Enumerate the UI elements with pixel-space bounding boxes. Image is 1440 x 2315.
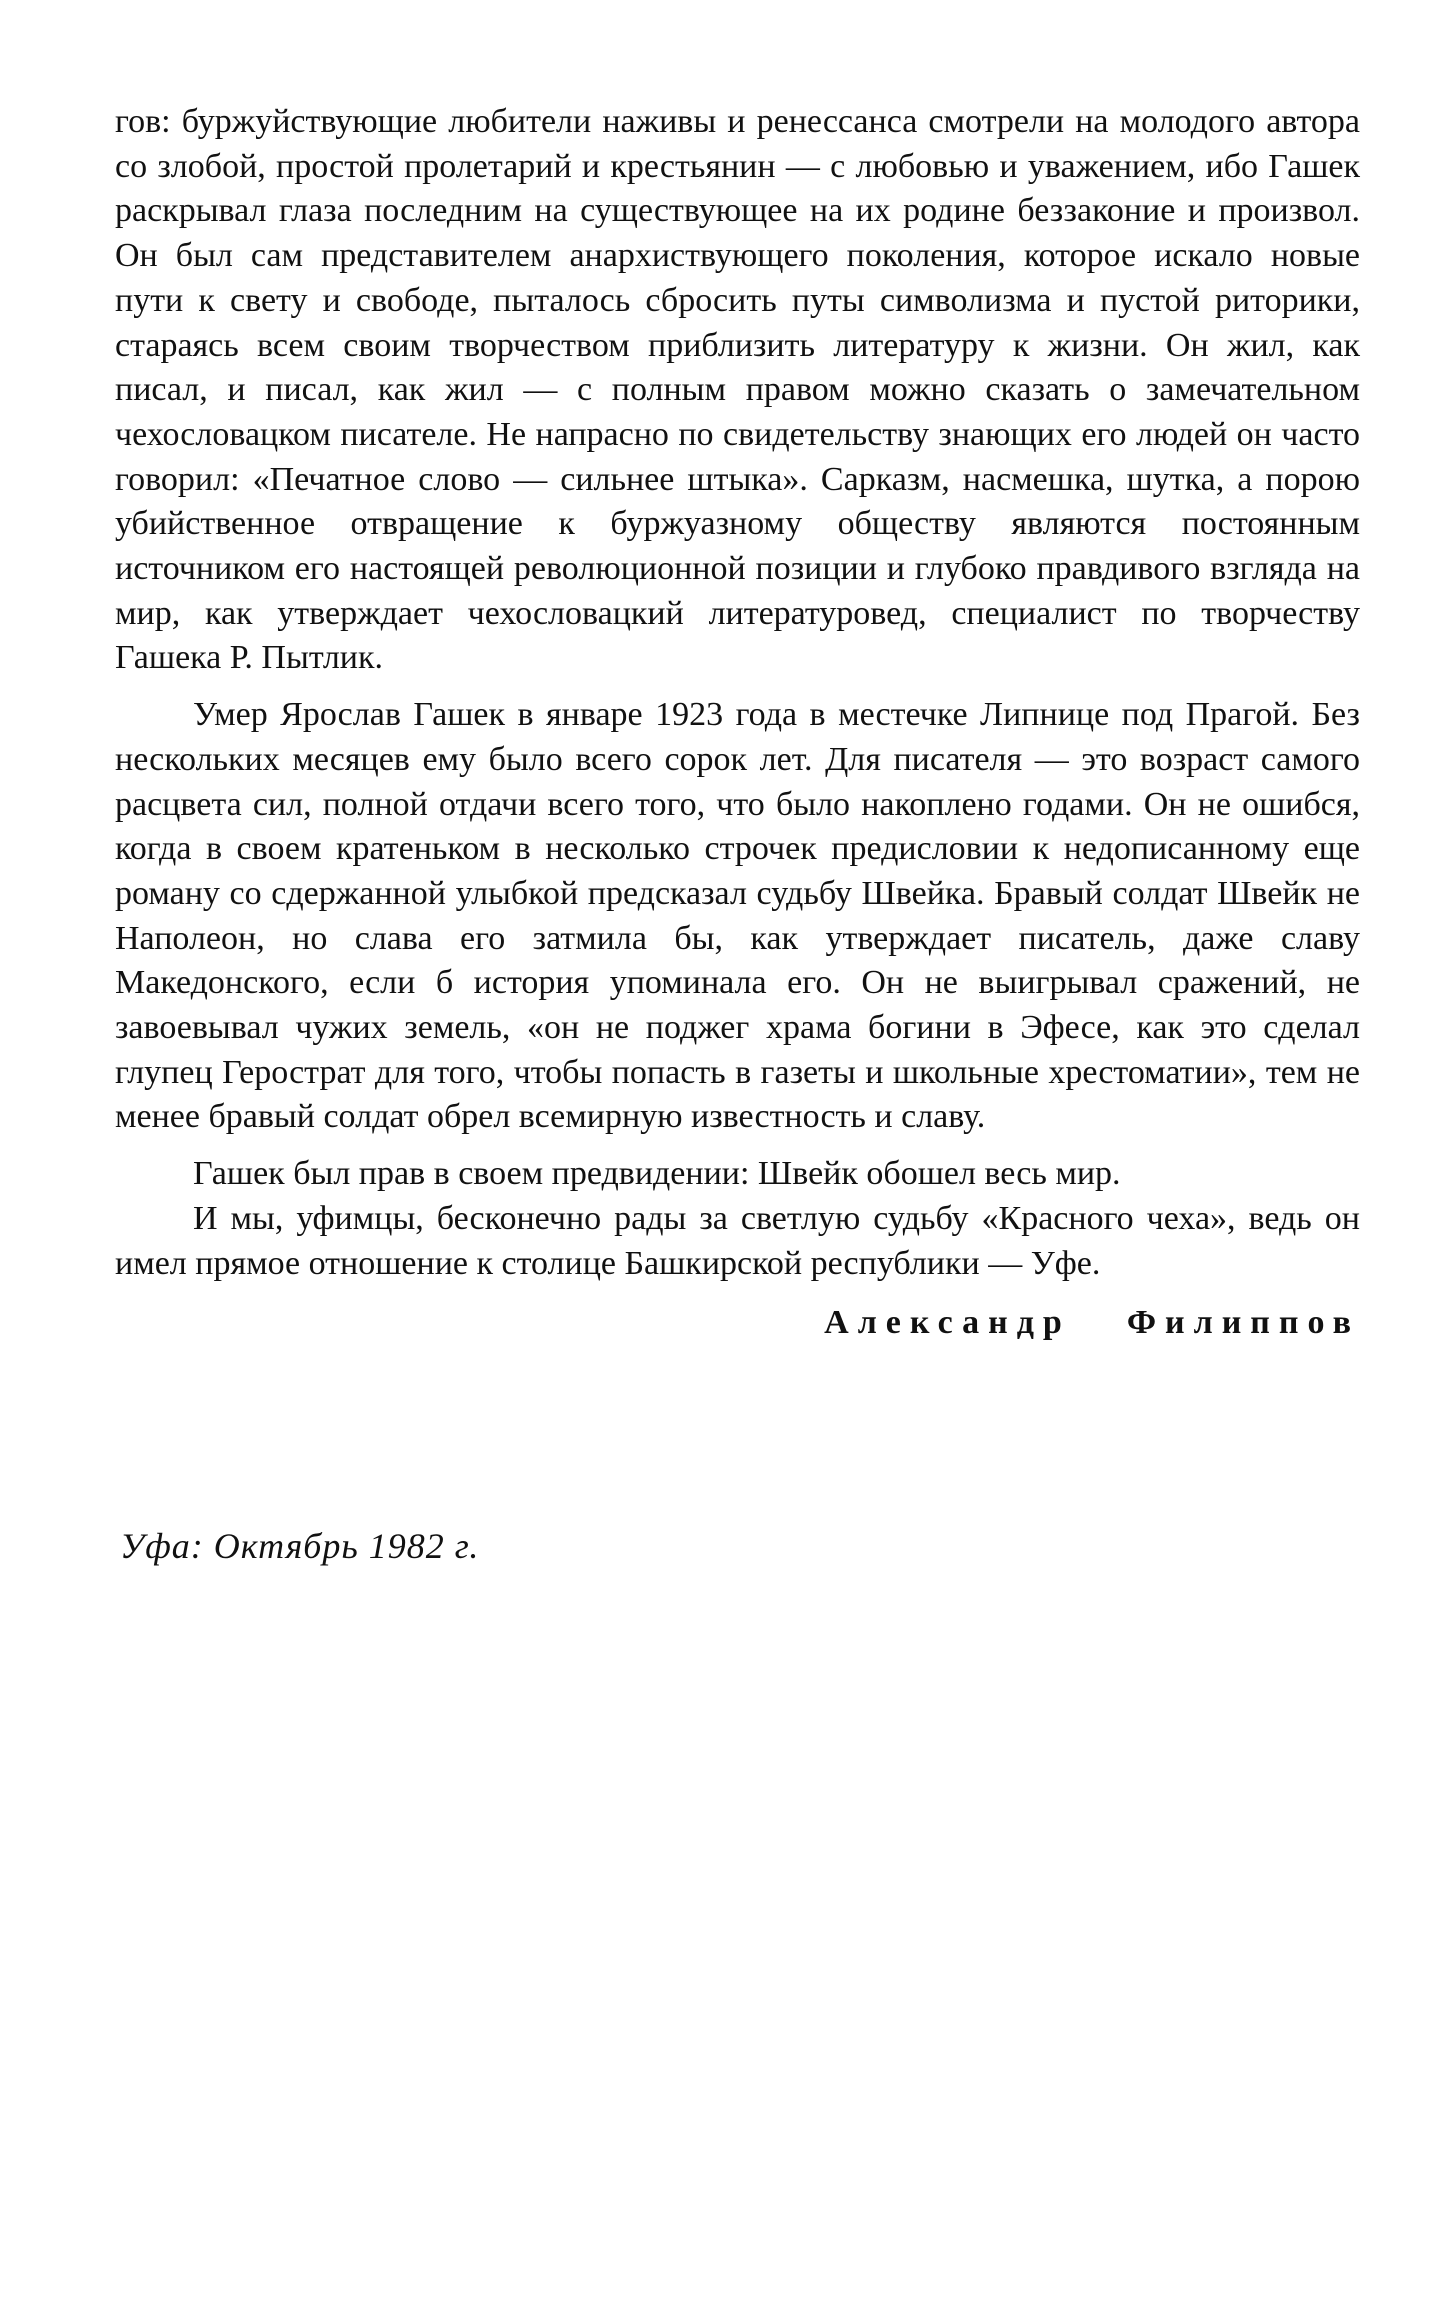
author-signature — [115, 1304, 1360, 1342]
author-first-name: Александр — [824, 1304, 1071, 1342]
paragraph-4: И мы, уфимцы, бесконечно рады за светлую судьбу «Красного чеха», ведь он имел прямое отношение к столице Башкирской республики — Уфе. — [115, 1199, 1360, 1282]
author-last-name: Филиппов — [1126, 1304, 1360, 1342]
paragraph-2: Умер Ярослав Гашек в январе 1923 года в местечке Липнице под Прагой. Без нескольких месяцев ему было всего сорок лет. Для писателя — это возраст самого расцвета сил, полной отдачи всего того, что было накоплено годами. Он не ошибся, когда в своем кратеньком в несколько строчек предисловии к недописанному еще роману со сдержанной улыбкой предсказал судьбу Швейка. Бравый солдат Швейк не Наполеон, но слава его затмила бы, как утверждает писатель, даже славу Македонского, если б история упоминала его. Он не выигрывал сражений, не завоевывал чужих земель, «он не поджег храма богини в Эфесе, как это сделал глупец Герострат для того, чтобы попасть в газеты и школьные хрестоматии», тем не менее бравый солдат обрел всемирную известность и славу. — [115, 696, 1360, 1136]
document-body — [115, 100, 1360, 1342]
paragraph-3: Гашек был прав в своем предвидении: Швейк обошел весь мир. — [193, 1155, 1121, 1193]
paragraph-1: гов: буржуйствующие любители наживы и ренессанса смотрели на молодого автора со злобой, простой пролетарий и крестьянин — с любовью и уважением, ибо Гашек раскрывал глаза последним на существующее на их родине беззаконие и произвол. Он был сам представителем анархиствующего поколения, которое искало новые пути к свету и свободе, пыталось сбросить путы символизма и пустой риторики, стараясь всем своим творчеством приблизить литературу к жизни. Он жил, как писал, и писал, как жил — с полным правом можно сказать о замечательном чехословацком писателе. Не напрасно по свидетельству знающих его людей он часто говорил: «Печатное слово — сильнее штыка». Сарказм, насмешка, шутка, а порою убийственное отвращение к буржуазному обществу являются постоянным источником его настоящей революционной позиции и глубоко правдивого взгляда на мир, как утверждает чехословацкий литературовед, специалист по творчеству Гашека Р. Пытлик. — [115, 103, 1360, 677]
place-and-date: Уфа: Октябрь 1982 г. — [120, 1526, 480, 1566]
